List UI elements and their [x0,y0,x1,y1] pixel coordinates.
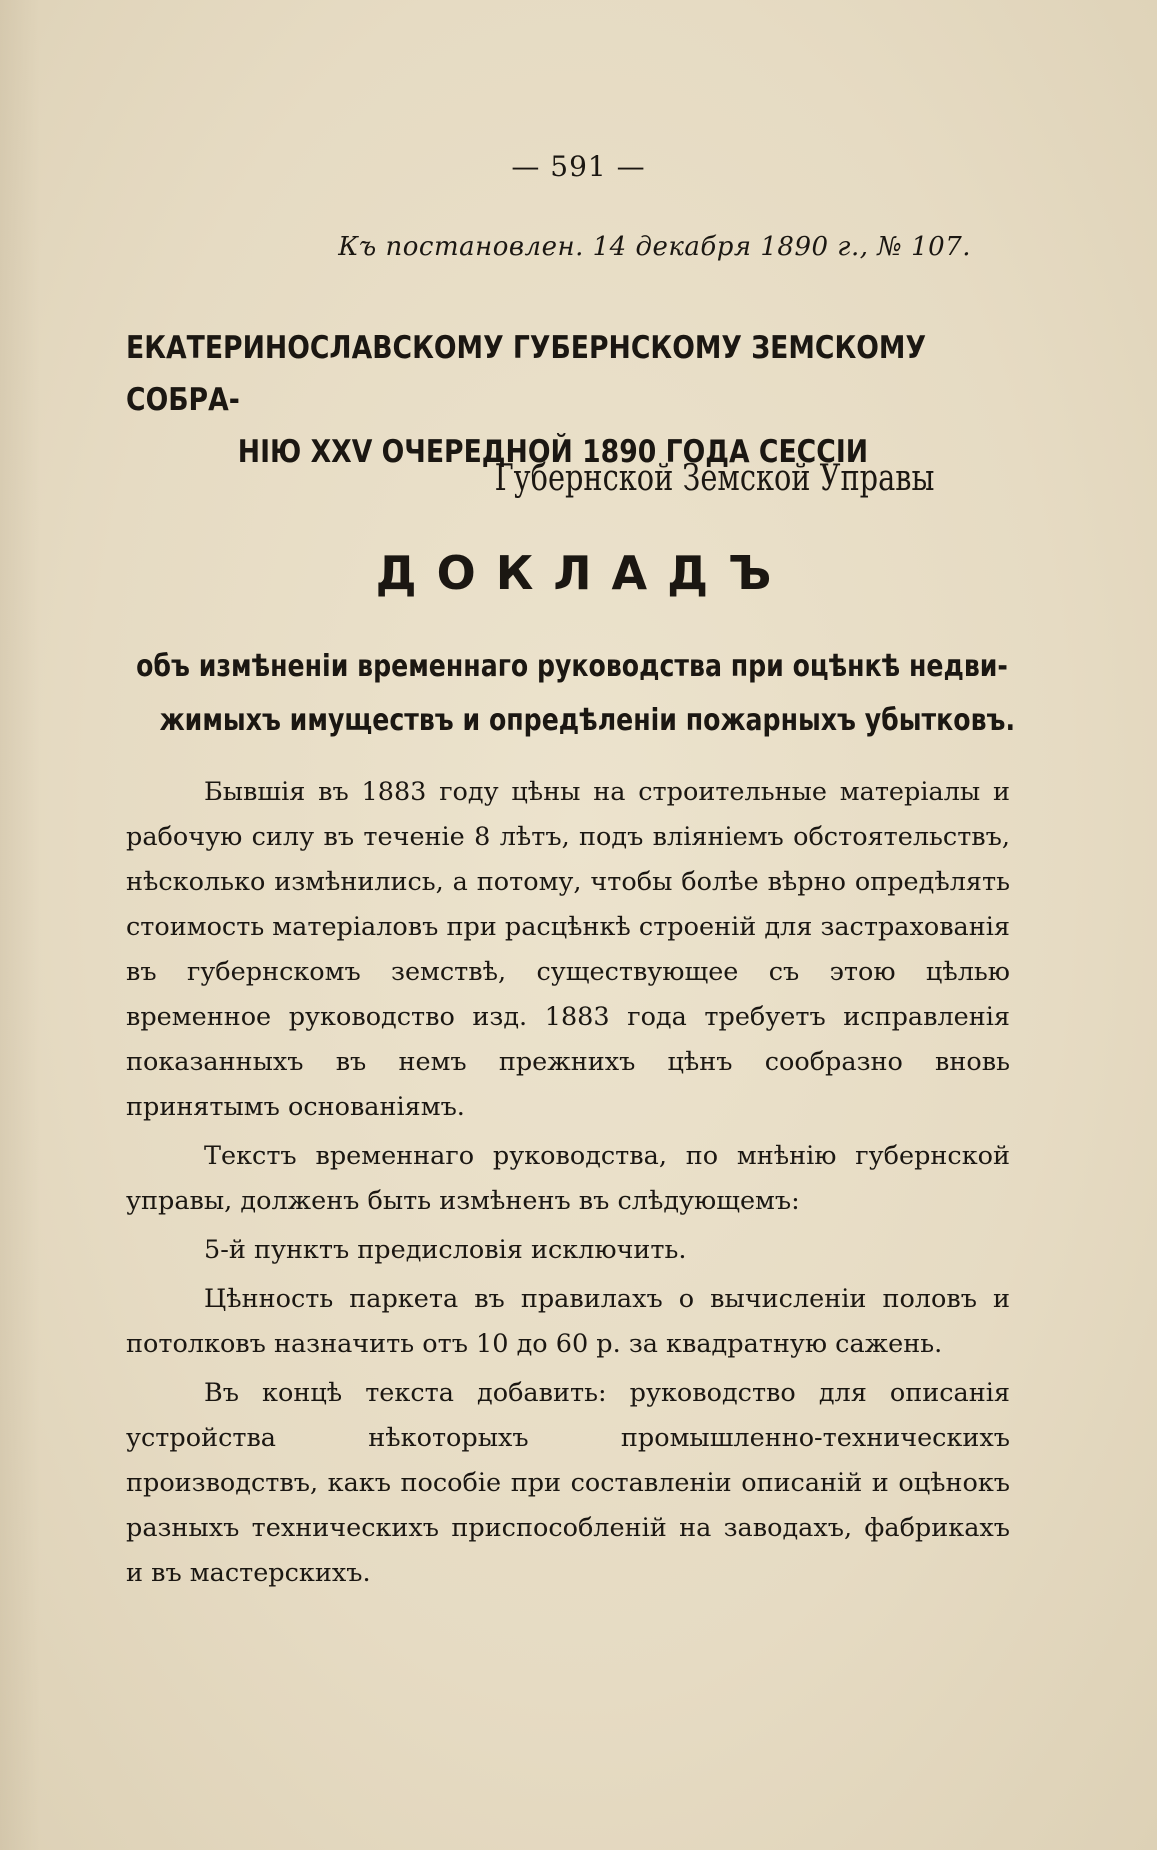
resolution-reference: Къ постановлен. 14 декабря 1890 г., № 107. [338,232,971,262]
addressee-line-2: НІЮ XXV ОЧЕРЕДНОЙ 1890 ГОДА СЕССІИ [237,434,869,470]
report-body [126,770,1010,1596]
addressee-heading [126,322,1029,478]
addressee-line-1: ЕКАТЕРИНОСЛАВСКОМУ ГУБЕРНСКОМУ ЗЕМСКОМУ СОБРА- [126,330,927,418]
document-title: ДОКЛАДЪ [375,546,792,600]
paragraph-5: Въ концѣ текста добавить: руководство для описанія устройства нѣкоторыхъ промышленно-техническихъ производствъ, какъ пособіе при составленіи описаній и оцѣнокъ разныхъ техническихъ приспособленій на заводахъ, фабрикахъ и въ мастерскихъ. [126,1378,1010,1588]
paragraph-2: Текстъ временнаго руководства, по мнѣнію губернской управы, долженъ быть измѣненъ въ слѣдующемъ: [126,1141,1010,1216]
page-fold-shadow [0,0,40,1850]
subject-line-1: объ измѣненіи временнаго руководства при оцѣнкѣ недви- [136,649,1008,684]
subject-line-2: жимыхъ имуществъ и опредѣленіи пожарныхъ убытковъ. [159,703,1016,738]
report-subject [126,640,1025,748]
page-number: — 591 — [511,150,646,183]
paragraph-4: Цѣнность паркета въ правилахъ о вычисленіи половъ и потолковъ назначить отъ 10 до 60 р. за квадратную сажень. [126,1284,1010,1359]
paragraph-3: 5-й пунктъ предисловія исключить. [204,1235,687,1265]
authority-name: Губернской Земской Управы [494,458,935,499]
paragraph-1: Бывшія въ 1883 году цѣны на строительные матеріалы и рабочую силу въ теченіе 8 лѣтъ, подъ вліяніемъ обстоятельствъ, нѣсколько измѣнились, а потому, чтобы болѣе вѣрно опредѣлять стоимость матеріаловъ при расцѣнкѣ строеній для застрахованія въ губернскомъ земствѣ, существующее съ этою цѣлью временное руководство изд. 1883 года требуетъ исправленія показанныхъ въ немъ прежнихъ цѣнъ сообразно вновь принятымъ основаніямъ. [126,777,1010,1122]
